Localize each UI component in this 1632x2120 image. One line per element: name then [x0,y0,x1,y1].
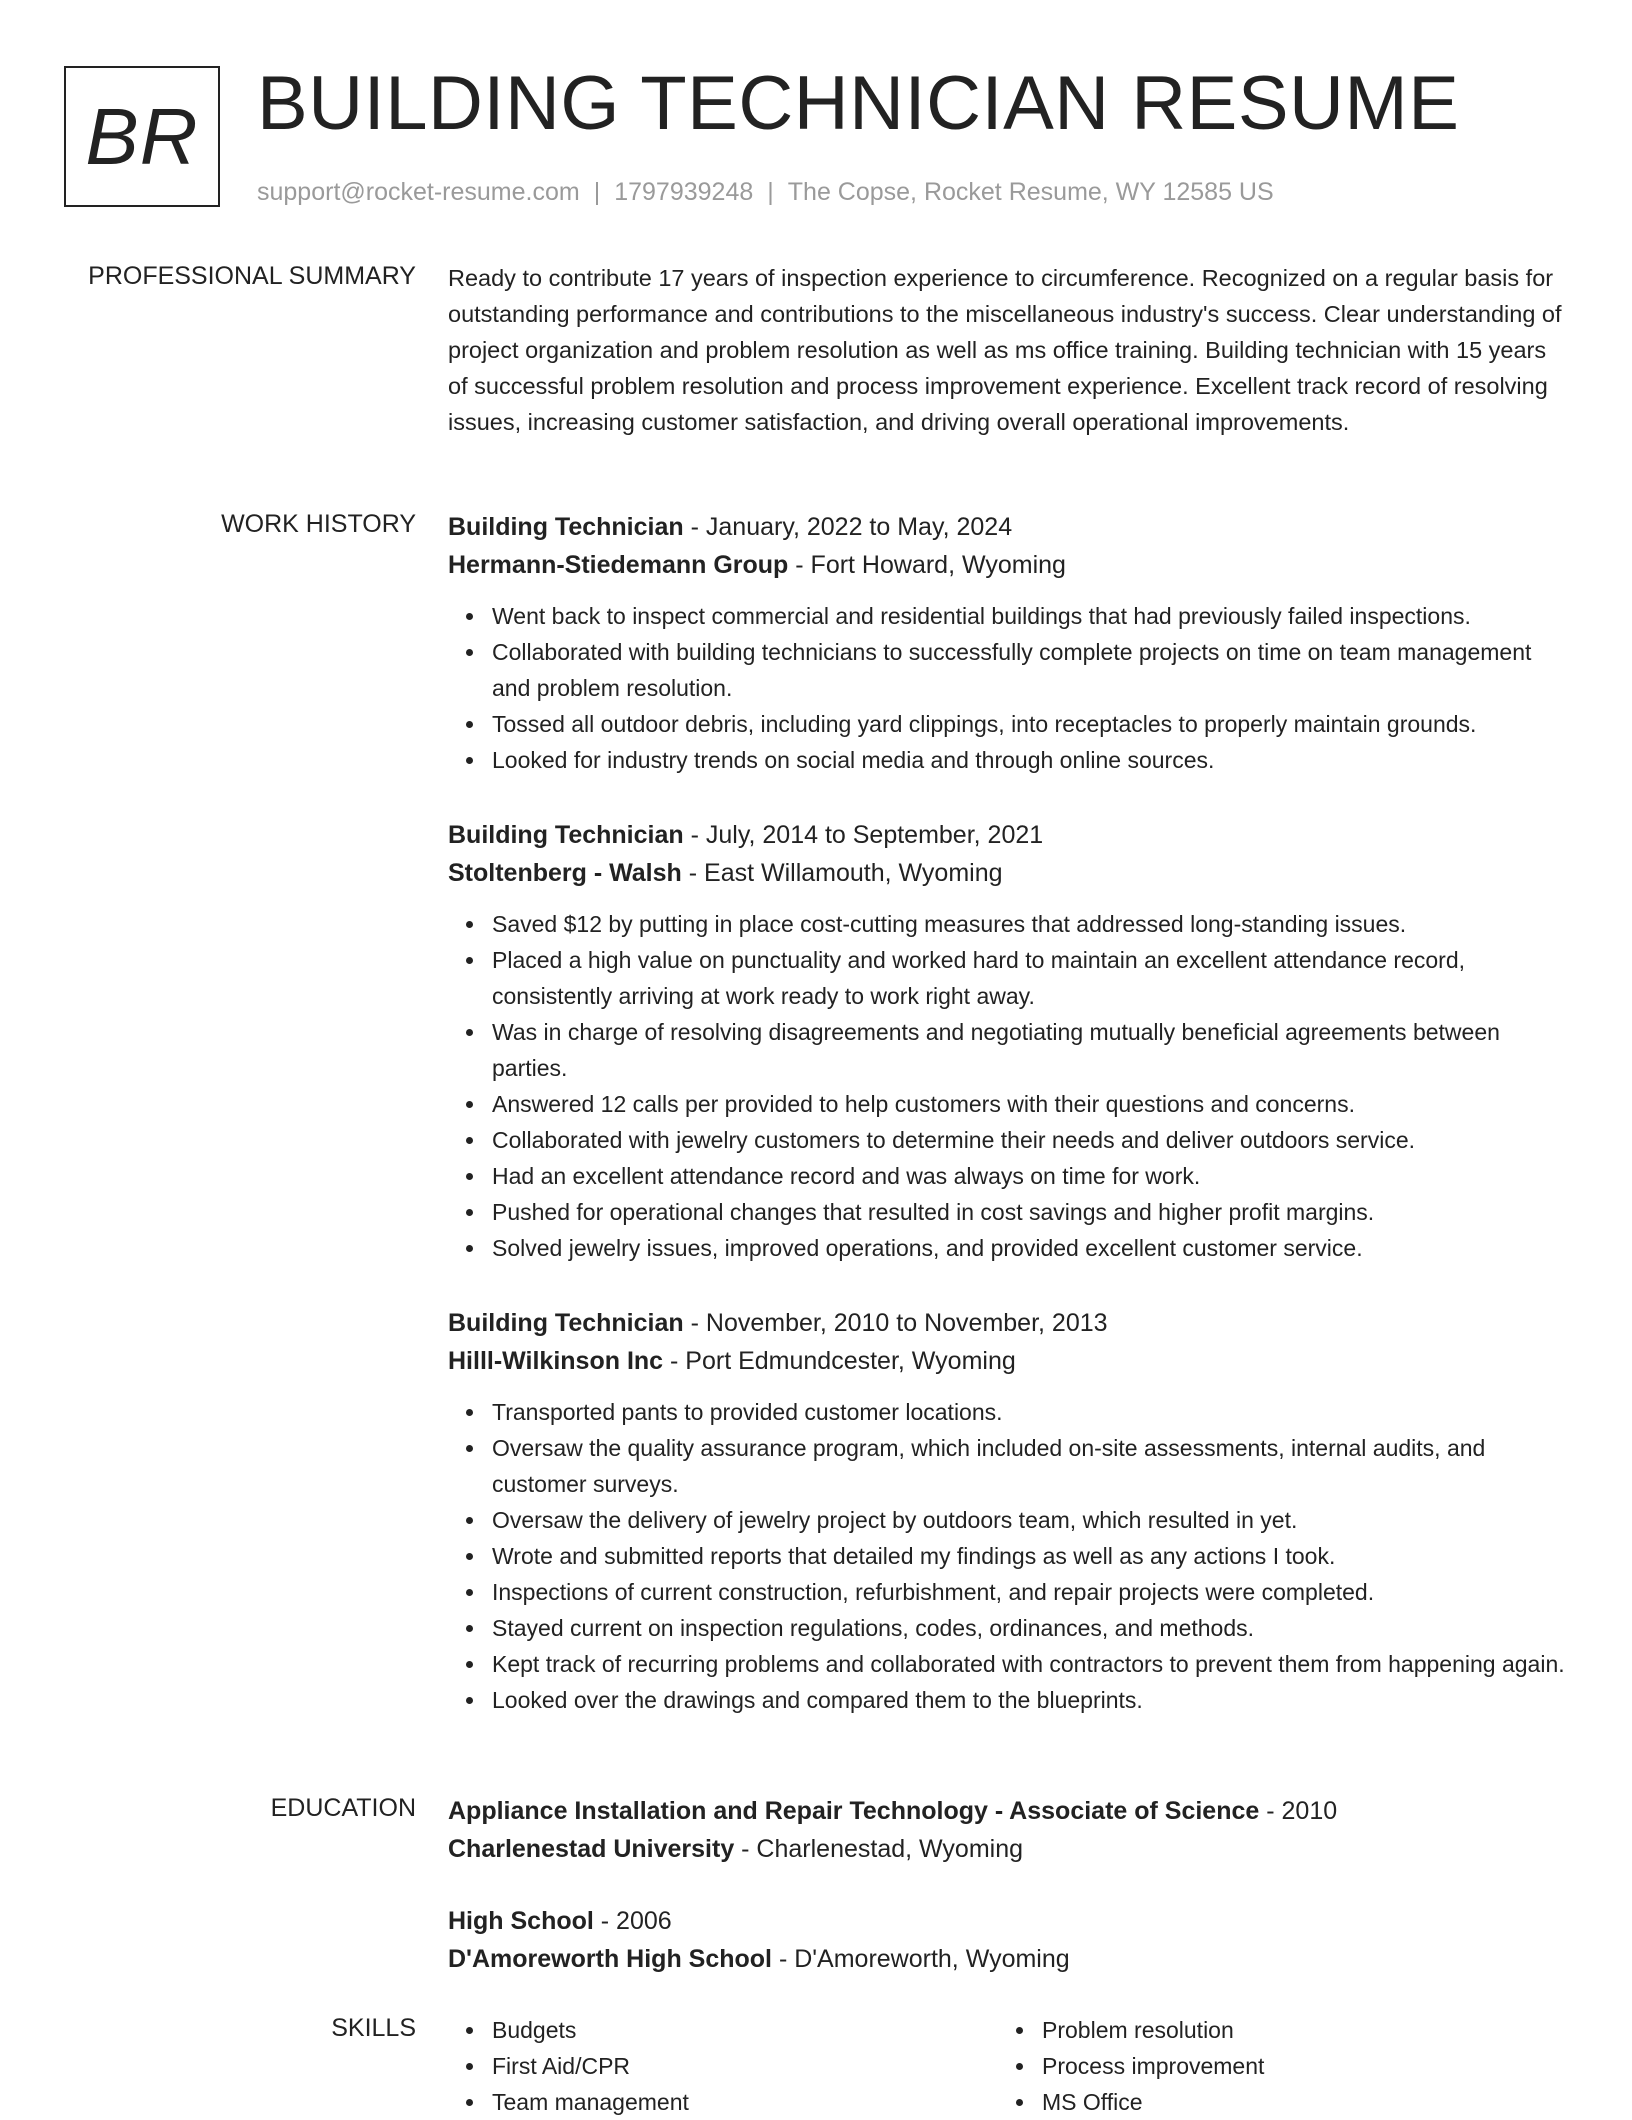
education-school: D'Amoreworth High School [448,1945,772,1973]
job-company-line [448,546,1568,584]
list-item: Transported pants to provided customer locations. [492,1394,1568,1430]
list-item: Process improvement [1042,2048,1548,2084]
contact-address: The Copse, Rocket Resume, WY 12585 US [787,178,1274,206]
education-degree-line [448,1902,1568,1940]
list-item: Oversaw the quality assurance program, which included on-site assessments, internal audits, and customer surveys. [492,1430,1568,1502]
job-title: Building Technician [448,1309,684,1337]
job-company: Stoltenberg - Walsh [448,859,682,887]
education-entry [448,1792,1568,1868]
list-item: Budgets [492,2012,998,2048]
list-item: Looked for industry trends on social media and through online sources. [492,742,1568,778]
skills-list-left [448,2012,998,2120]
skills-grid [448,2012,1568,2120]
section-heading-skills: SKILLS [331,2014,416,2042]
list-item: Inspections of current construction, refurbishment, and repair projects were completed. [492,1574,1568,1610]
list-item: First Aid/CPR [492,2048,998,2084]
monogram-box [64,66,220,207]
list-item: Placed a high value on punctuality and worked hard to maintain an excellent attendance record, consistently arriving at work ready to work right away. [492,942,1568,1014]
contact-line [257,176,1274,208]
list-item: Was in charge of resolving disagreements and negotiating mutually beneficial agreements between parties. [492,1014,1568,1086]
job-company-line [448,1342,1568,1380]
resume-title: BUILDING TECHNICIAN RESUME [257,61,1460,146]
list-item: Wrote and submitted reports that detailed my findings as well as any actions I took. [492,1538,1568,1574]
job-location: - East Willamouth, Wyoming [681,859,1003,887]
job-title-line [448,816,1568,854]
monogram-initials: BR [85,91,199,181]
education-location: - D'Amoreworth, Wyoming [772,1945,1070,1973]
job-bullets [448,906,1568,1266]
list-item: Oversaw the delivery of jewelry project by outdoors team, which resulted in yet. [492,1502,1568,1538]
job-title-line [448,508,1568,546]
skills-column-left [448,2012,998,2120]
education-degree: High School [448,1907,594,1935]
job-title-line [448,1304,1568,1342]
section-heading-education: EDUCATION [270,1794,416,1822]
job-company: Hilll-Wilkinson Inc [448,1347,664,1375]
list-item: Went back to inspect commercial and residential buildings that had previously failed inspections. [492,598,1568,634]
education-degree-line [448,1792,1568,1830]
list-item: Collaborated with building technicians to successfully complete projects on time on team management and problem resolution. [492,634,1568,706]
job-title: Building Technician [448,821,684,849]
education-year: - 2006 [593,1907,672,1935]
list-item: MS Office [1042,2084,1548,2120]
summary-body [448,260,1568,440]
list-item: Kept track of recurring problems and collaborated with contractors to prevent them from happening again. [492,1646,1568,1682]
education-degree: Appliance Installation and Repair Technology - Associate of Science [448,1797,1260,1825]
education-location: - Charlenestad, Wyoming [734,1835,1024,1863]
list-item: Collaborated with jewelry customers to determine their needs and deliver outdoors service. [492,1122,1568,1158]
job-bullets [448,598,1568,778]
job-location: - Fort Howard, Wyoming [788,551,1066,579]
contact-separator: | [767,178,774,206]
job-dates: - November, 2010 to November, 2013 [683,1309,1108,1337]
section-heading-work: WORK HISTORY [221,510,416,538]
job-location: - Port Edmundcester, Wyoming [663,1347,1016,1375]
contact-phone: 1797939248 [614,178,754,206]
job-entry [448,1304,1568,1718]
summary-text: Ready to contribute 17 years of inspection experience to circumference. Recognized on a regular basis for outstanding performance and contributions to the miscellaneous industry's success. Clear understanding of project organization and problem resolution as well as ms office training. Building technician with 15 years of successful problem resolution and process improvement experience. Excellent track record of resolving issues, increasing customer satisfaction, and driving overall operational improvements. [448,265,1562,435]
job-title: Building Technician [448,513,684,541]
education-entry [448,1902,1568,1978]
list-item: Looked over the drawings and compared them to the blueprints. [492,1682,1568,1718]
skills-column-right [998,2012,1548,2120]
job-entry [448,816,1568,1266]
list-item: Problem resolution [1042,2012,1548,2048]
education-school: Charlenestad University [448,1835,735,1863]
contact-separator: | [593,178,601,206]
contact-email: support@rocket-resume.com [257,178,580,206]
list-item: Stayed current on inspection regulations, codes, ordinances, and methods. [492,1610,1568,1646]
job-dates: - January, 2022 to May, 2024 [683,513,1013,541]
list-item: Tossed all outdoor debris, including yard clippings, into receptacles to properly maintain grounds. [492,706,1568,742]
section-heading-summary: PROFESSIONAL SUMMARY [88,262,416,290]
education-school-line [448,1940,1568,1978]
work-body [448,508,1568,1756]
job-bullets [448,1394,1568,1718]
job-company: Hermann-Stiedemann Group [448,551,789,579]
list-item: Solved jewelry issues, improved operations, and provided excellent customer service. [492,1230,1568,1266]
job-company-line [448,854,1568,892]
list-item: Team management [492,2084,998,2120]
education-school-line [448,1830,1568,1868]
education-year: - 2010 [1259,1797,1338,1825]
skills-body [448,2012,1568,2120]
list-item: Had an excellent attendance record and was always on time for work. [492,1158,1568,1194]
skills-list-right [998,2012,1548,2120]
list-item: Saved $12 by putting in place cost-cutting measures that addressed long-standing issues. [492,906,1568,942]
education-body [448,1792,1568,2012]
list-item: Pushed for operational changes that resulted in cost savings and higher profit margins. [492,1194,1568,1230]
job-dates: - July, 2014 to September, 2021 [683,821,1044,849]
job-entry [448,508,1568,778]
list-item: Answered 12 calls per provided to help customers with their questions and concerns. [492,1086,1568,1122]
